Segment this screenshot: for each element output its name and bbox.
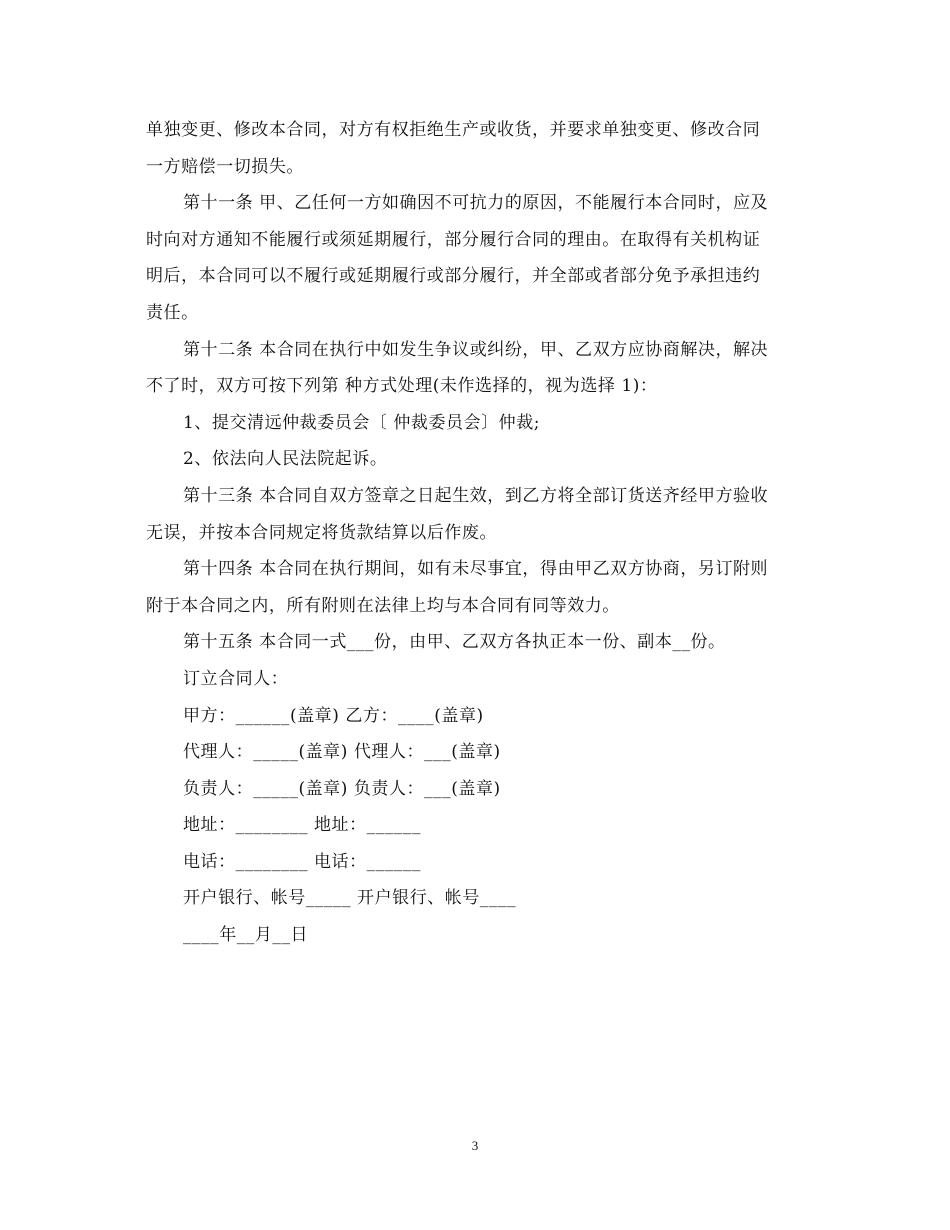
text-line: ____年__月__日 (183, 925, 309, 946)
text-line: 无误，并按本合同规定将货款结算以后作废。 (146, 522, 497, 543)
text-line: 第十一条 甲、乙任何一方如确因不可抗力的原因，不能履行本合同时，应及 (183, 193, 769, 214)
text-line: 附于本合同之内，所有附则在法律上均与本合同有同等效力。 (146, 595, 620, 616)
text-line: 电话：________ 电话：______ (183, 851, 421, 872)
text-line: 责任。 (146, 302, 199, 323)
contract-body (146, 112, 806, 954)
text-line: 1、提交清远仲裁委员会〔 仲裁委员会〕仲裁; (183, 412, 541, 433)
text-line: 明后，本合同可以不履行或延期履行或部分履行，并全部或者部分免予承担违约 (146, 266, 761, 287)
text-line: 订立合同人： (183, 668, 289, 689)
page-number: 3 (471, 1138, 479, 1153)
text-line: 负责人：_____(盖章) 负责人：___(盖章) (183, 778, 501, 799)
text-line: 第十二条 本合同在执行中如发生争议或纠纷，甲、乙双方应协商解决，解决 (183, 339, 769, 360)
text-line: 2、依法向人民法院起诉。 (183, 449, 388, 470)
text-line: 第十五条 本合同一式___份，由甲、乙双方各执正本一份、副本__份。 (183, 632, 726, 653)
text-line: 第十四条 本合同在执行期间，如有未尽事宜，得由甲乙双方协商，另订附则 (183, 559, 769, 580)
text-line: 单独变更、修改本合同，对方有权拒绝生产或收货，并要求单独变更、修改合同 (146, 120, 761, 140)
text-line: 开户银行、帐号_____ 开户银行、帐号____ (183, 888, 517, 909)
text-line: 第十三条 本合同自双方签章之日起生效，到乙方将全部订货送齐经甲方验收 (183, 485, 769, 506)
text-line: 甲方：______(盖章) 乙方：____(盖章) (183, 705, 484, 726)
text-line: 一方赔偿一切损失。 (146, 156, 304, 177)
text-line: 不了时，双方可按下列第 种方式处理(未作选择的，视为选择 1)： (146, 376, 658, 397)
text-line: 地址：________ 地址：______ (183, 815, 421, 836)
text-line: 时向对方通知不能履行或须延期履行，部分履行合同的理由。在取得有关机构证 (146, 229, 761, 250)
text-line: 代理人：_____(盖章) 代理人：___(盖章) (183, 742, 501, 763)
